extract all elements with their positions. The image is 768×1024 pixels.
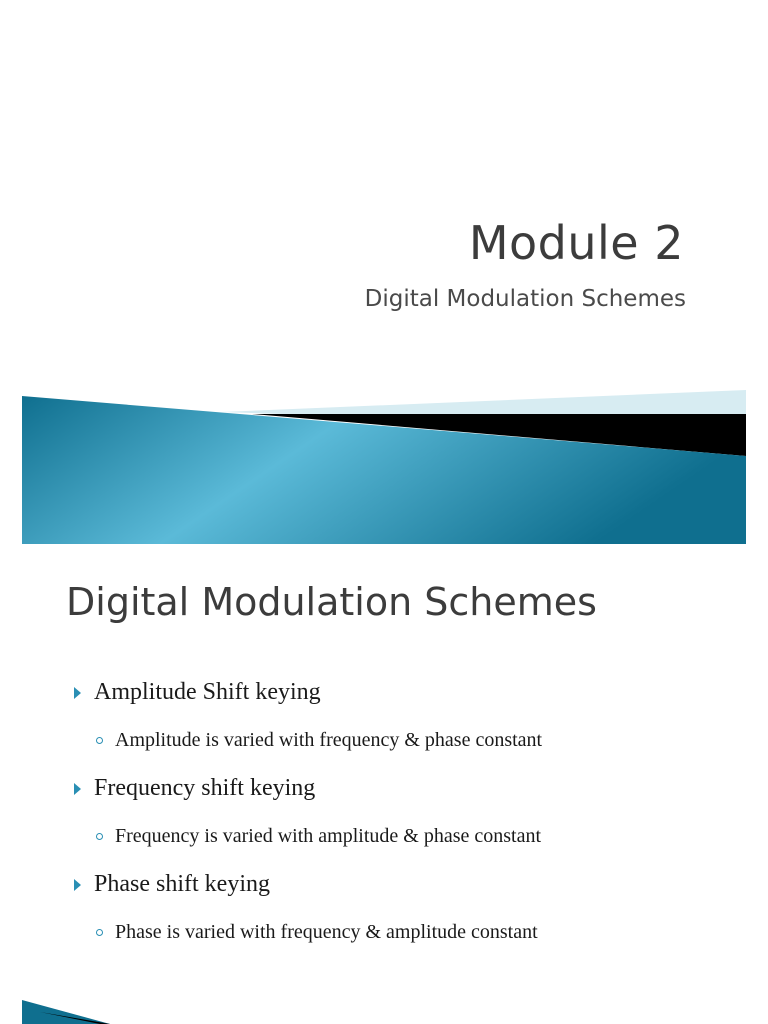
sub-bullet-label: Amplitude is varied with frequency & phase constant (115, 728, 543, 751)
slide-heading: Digital Modulation Schemes (66, 580, 597, 624)
triangle-arrow-icon (74, 687, 81, 699)
sub-bullet-label: Phase is varied with frequency & amplitude constant (115, 920, 538, 943)
decorative-banner (22, 388, 746, 544)
bullet-item (74, 770, 734, 806)
sub-bullet-label: Frequency is varied with amplitude & phase constant (115, 824, 542, 847)
triangle-arrow-icon (74, 783, 81, 795)
ring-icon (96, 929, 103, 936)
bullet-item (74, 866, 734, 902)
triangle-arrow-icon (74, 879, 81, 891)
bullet-label: Amplitude Shift keying (94, 678, 321, 705)
footer-decoration (0, 996, 768, 1024)
sub-bullet-item (96, 916, 734, 948)
sub-bullet-item (96, 820, 734, 852)
banner-light-strip (222, 390, 746, 414)
sub-bullet-item (96, 724, 734, 756)
bullet-item (74, 674, 734, 710)
slide-title: Module 2 (468, 216, 684, 270)
bullet-label: Phase shift keying (94, 870, 270, 897)
footer-teal-wedge (22, 1000, 110, 1024)
bullet-label: Frequency shift keying (94, 774, 316, 801)
bullet-list (74, 674, 734, 962)
slide-subtitle: Digital Modulation Schemes (364, 286, 686, 312)
ring-icon (96, 833, 103, 840)
ring-icon (96, 737, 103, 744)
